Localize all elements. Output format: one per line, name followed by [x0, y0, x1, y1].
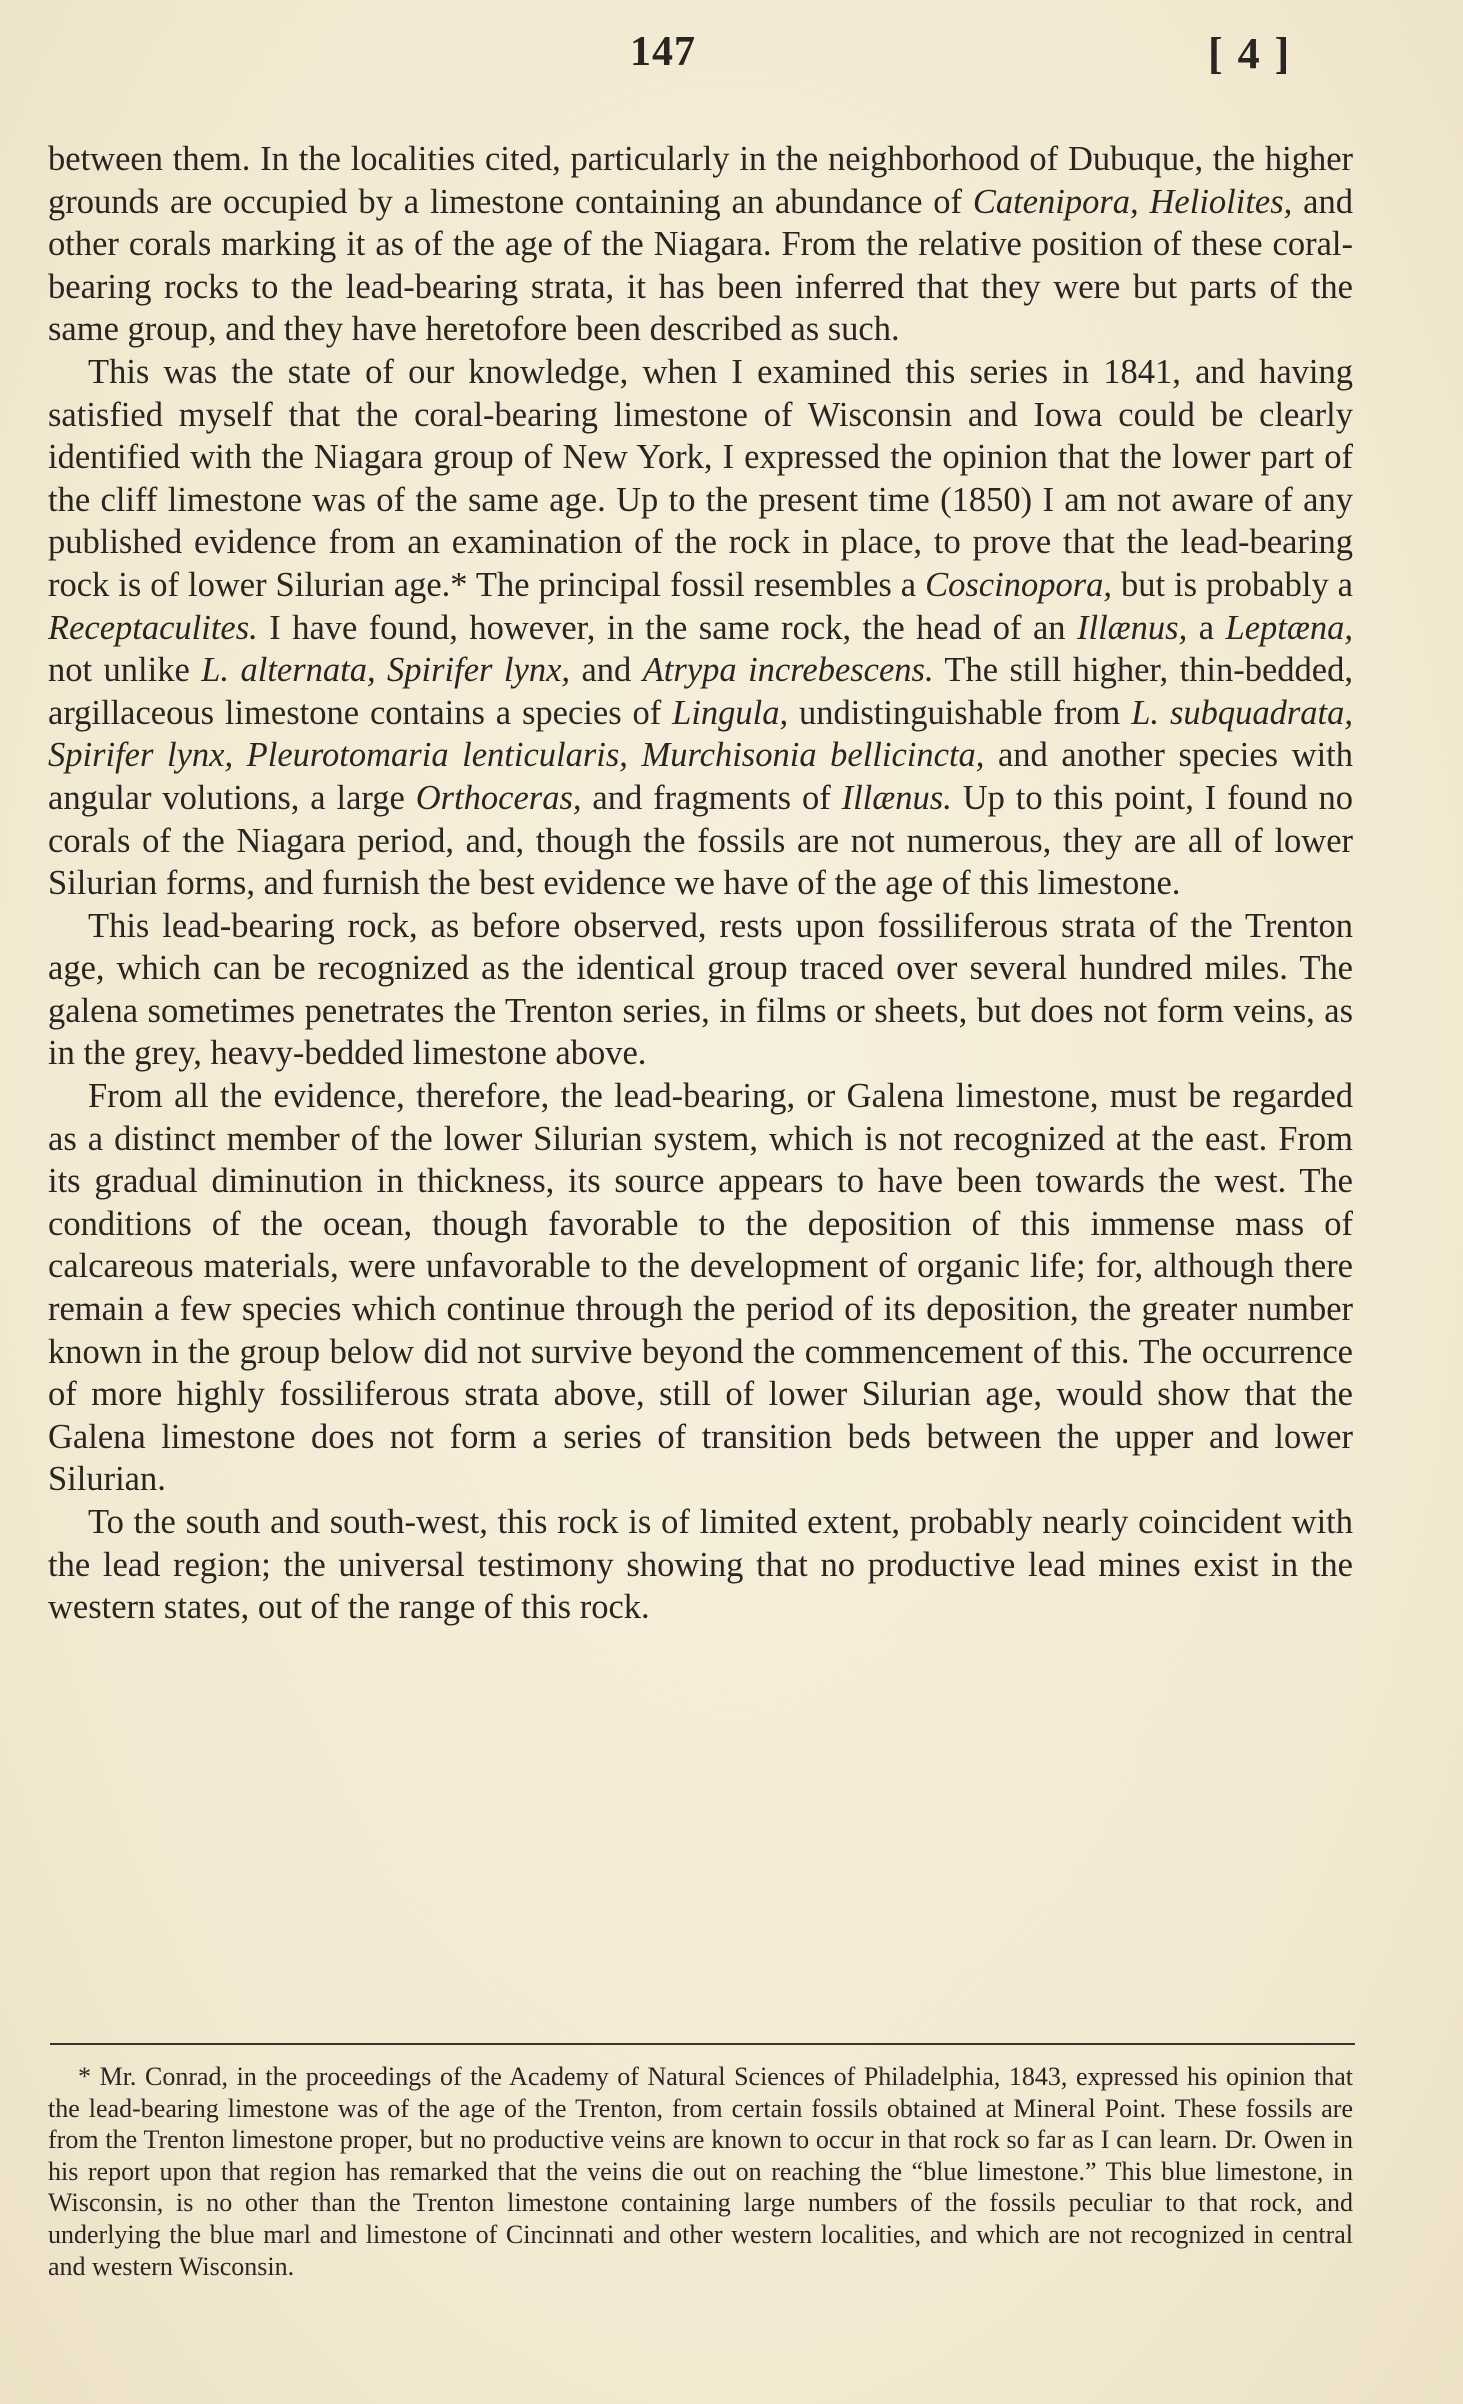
text-run: undistinguishable from: [788, 693, 1132, 732]
footnote-divider: [50, 2043, 1355, 2045]
italic-term: L. alternata, Spirifer lynx,: [201, 651, 571, 690]
footnote: * Mr. Conrad, in the proceedings of the Academy of Natural Sciences of Philadelphia, 1843, expressed his opinion that the lead-bearing limestone was of the age of the Trenton, from certain fossils obtained at Mineral Point. These fossils are from the Trenton limestone proper, but no productive veins are known to occur in that rock so far as I can learn. Dr. Owen in his report upon that region has remarked that the veins die out on reaching the “blue limestone.” This blue limestone, in Wisconsin, is no other than the Trenton limestone containing large numbers of the fossils peculiar to that rock, and underlying the blue marl and limestone of Cincinnati and other western localities, and which are not recognized in central and western Wisconsin.: [48, 2062, 1353, 2281]
paragraph: [48, 351, 1353, 905]
paragraph: [48, 138, 1353, 351]
text-run: To the south and south-west, this rock is of limited extent, probably nearly coincident with the lead region; the universal testimony showing that no productive lead mines exist in the western states, out of the range of this rock.: [48, 1503, 1353, 1627]
text-run: and another species with angular volutions, a large: [48, 736, 1353, 817]
text-run: This was the state of our knowledge, when I examined this series in 1841, and having satisfied myself that the coral-bearing limestone of Wisconsin and Iowa could be clearly identified with the Niagara group of New York, I expressed the opinion that the lower part of the cliff limestone was of the same age. Up to the present time (1850) I am not aware of any published evidence from an examination of the rock in place, to prove that the lead-bearing rock is of lower Silurian age.* The principal fossil resembles a: [48, 352, 1353, 604]
italic-term: Lingula,: [672, 693, 789, 732]
text-run: and: [570, 651, 643, 690]
paragraph: [48, 1501, 1353, 1629]
text-run: This lead-bearing rock, as before observed, rests upon fossiliferous strata of the Trenton age, which can be recognized as the identical group traced over several hundred miles. The galena sometimes penetrates the Trenton series, in films or sheets, but does not form veins, as in the grey, heavy-bedded limestone above.: [48, 906, 1353, 1073]
body-text: [48, 138, 1353, 1629]
text-run: From all the evidence, therefore, the lead-bearing, or Galena limestone, must be regarded as a distinct member of the lower Silurian system, which is not recognized at the east. From its gradual diminution in thickness, its source appears to have been towards the west. The conditions of the ocean, though favorable to the deposition of this immense mass of calcareous materials, were unfavorable to the development of organic life; for, although there remain a few species which continue through the period of its deposition, the greater number known in the group below did not survive beyond the commencement of this. The occurrence of more highly fossiliferous strata above, still of lower Silurian age, would show that the Galena limestone does not form a series of transition beds between the upper and lower Silurian.: [48, 1077, 1353, 1499]
text-run: but is probably a: [1112, 565, 1353, 604]
italic-term: Leptæna,: [1225, 608, 1353, 647]
page-header: [0, 28, 1463, 88]
italic-term: Illænus.: [841, 778, 952, 817]
italic-term: Receptaculites.: [48, 608, 258, 647]
text-run: and fragments of: [581, 778, 842, 817]
italic-term: Coscinopora,: [925, 565, 1112, 604]
paragraph: [48, 905, 1353, 1075]
text-run: I have found, however, in the same rock, the head of an: [257, 608, 1078, 647]
text-run: between them. In the localities cited, particularly in the neighborhood of Dubuque, the higher grounds are occupied by a limestone containing an abundance of: [48, 140, 1353, 221]
page-number: 147: [630, 29, 696, 75]
italic-term: Illænus,: [1077, 608, 1188, 647]
text-run: Up to this point, I found no corals of the Niagara period, and, though the fossils are not numerous, they are all of lower Silurian forms, and furnish the best evidence we have of the age of this limestone.: [48, 778, 1353, 903]
italic-term: Atrypa increbescens.: [642, 651, 934, 690]
text-run: not unlike: [48, 651, 202, 690]
text-run: a: [1187, 608, 1226, 647]
text-run: and other corals marking it as of the age of the Niagara. From the relative position of these coral-bearing rocks to the lead-bearing strata, it has been inferred that they were but parts of the same group, and they have heretofore been described as such.: [48, 182, 1353, 349]
italic-term: Orthoceras,: [415, 778, 582, 817]
italic-term: L. subquadrata, Spirifer lynx, Pleurotomaria lenticularis, Murchisonia bellicincta,: [48, 693, 1354, 775]
text-run: The still higher, thin-bedded, argillaceous limestone contains a species of: [48, 651, 1353, 732]
paragraph: [48, 1075, 1353, 1501]
signature-mark: [ 4 ]: [1208, 29, 1292, 78]
italic-term: Catenipora, Heliolites,: [972, 182, 1293, 221]
